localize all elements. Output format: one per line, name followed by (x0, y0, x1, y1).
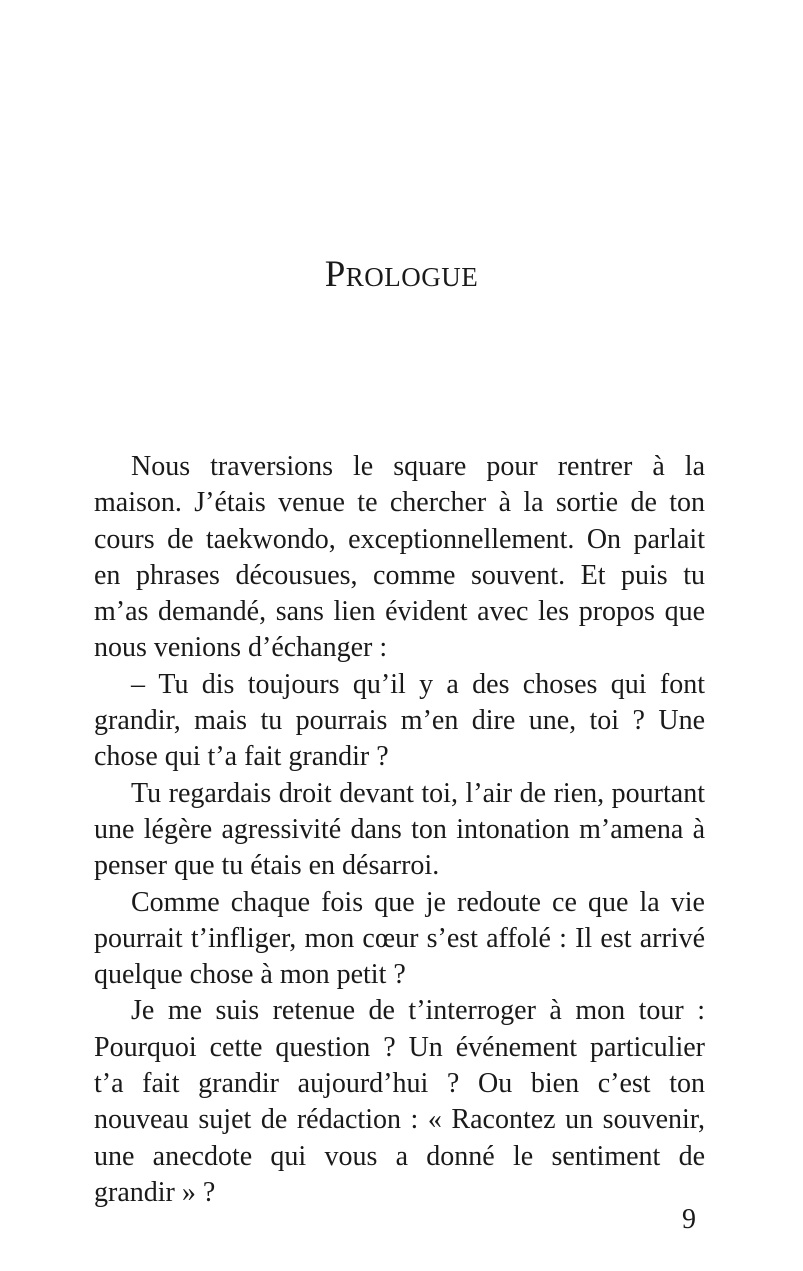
chapter-title-initial: P (324, 254, 346, 295)
paragraph-1: Nous traversions le square pour rentrer à la maison. J’étais venue te chercher à la sortie de ton cours de taekwondo, exceptionnellement. On parlait en phrases décousues, comme souvent. Et puis tu m’as demandé, sans lien évident avec les propos que nous venions d’échanger : (94, 451, 705, 664)
page-number: 9 (682, 1204, 696, 1235)
chapter-title (0, 253, 803, 299)
chapter-title-rest: ROLOGUE (345, 262, 479, 292)
body-text (94, 449, 705, 1211)
paragraph-4: Comme chaque fois que je redoute ce que la vie pourrait t’infliger, mon cœur s’est affolé : Il est arrivé quelque chose à mon petit ? (94, 886, 705, 991)
paragraph-5: Je me suis retenue de t’interroger à mon tour : Pourquoi cette question ? Un événement particulier t’a fait grandir aujourd’hui ? Ou bien c’est ton nouveau sujet de rédaction : « Racontez un souvenir, une anecdote qui vous a donné le sentiment de grandir » ? (94, 995, 705, 1208)
paragraph-3: Tu regardais droit devant toi, l’air de rien, pourtant une légère agressivité dans ton intonation m’amena à penser que tu étais en désarroi. (94, 777, 705, 882)
paragraph-2: – Tu dis toujours qu’il y a des choses qui font grandir, mais tu pourrais m’en dire une, toi ? Une chose qui t’a fait grandir ? (94, 668, 705, 773)
